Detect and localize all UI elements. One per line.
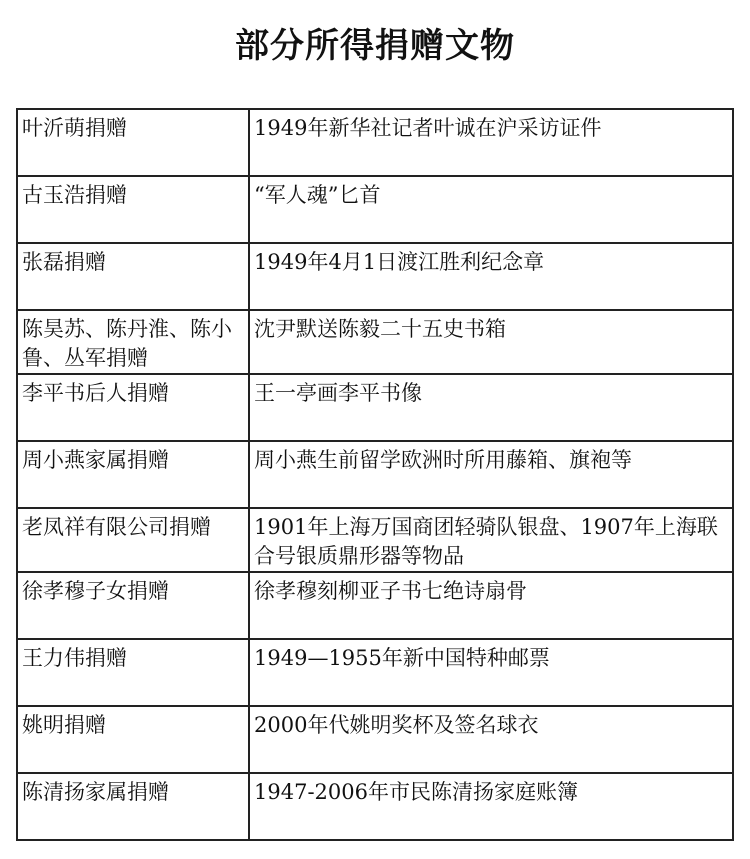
page-title: 部分所得捐赠文物 (235, 26, 515, 66)
table-row (17, 706, 733, 773)
donor-cell: 叶沂萌捐赠 (17, 109, 249, 176)
table-row (17, 441, 733, 508)
donations-table (16, 108, 734, 841)
item-cell: 1949—1955年新中国特种邮票 (249, 639, 733, 706)
table-row (17, 374, 733, 441)
donor-cell: 周小燕家属捐赠 (17, 441, 249, 508)
donor-cell: 姚明捐赠 (17, 706, 249, 773)
table-row (17, 639, 733, 706)
item-cell: 周小燕生前留学欧洲时所用藤箱、旗袍等 (249, 441, 733, 508)
donor-cell: 李平书后人捐赠 (17, 374, 249, 441)
table-row (17, 176, 733, 243)
donor-cell: 陈昊苏、陈丹淮、陈小鲁、丛军捐赠 (17, 310, 249, 374)
table-row (17, 508, 733, 572)
donor-cell: 古玉浩捐赠 (17, 176, 249, 243)
donor-cell: 张磊捐赠 (17, 243, 249, 310)
item-cell: 1901年上海万国商团轻骑队银盘、1907年上海联合号银质鼎形器等物品 (249, 508, 733, 572)
item-cell: 徐孝穆刻柳亚子书七绝诗扇骨 (249, 572, 733, 639)
table-row (17, 773, 733, 840)
table-row (17, 243, 733, 310)
item-cell: 1949年4月1日渡江胜利纪念章 (249, 243, 733, 310)
donor-cell: 王力伟捐赠 (17, 639, 249, 706)
item-cell: “军人魂”匕首 (249, 176, 733, 243)
item-cell: 王一亭画李平书像 (249, 374, 733, 441)
table-row (17, 572, 733, 639)
item-cell: 2000年代姚明奖杯及签名球衣 (249, 706, 733, 773)
donor-cell: 老凤祥有限公司捐赠 (17, 508, 249, 572)
item-cell: 1947-2006年市民陈清扬家庭账簿 (249, 773, 733, 840)
table-row (17, 109, 733, 176)
donor-cell: 陈清扬家属捐赠 (17, 773, 249, 840)
table-row (17, 310, 733, 374)
donor-cell: 徐孝穆子女捐赠 (17, 572, 249, 639)
item-cell: 沈尹默送陈毅二十五史书箱 (249, 310, 733, 374)
item-cell: 1949年新华社记者叶诚在沪采访证件 (249, 109, 733, 176)
